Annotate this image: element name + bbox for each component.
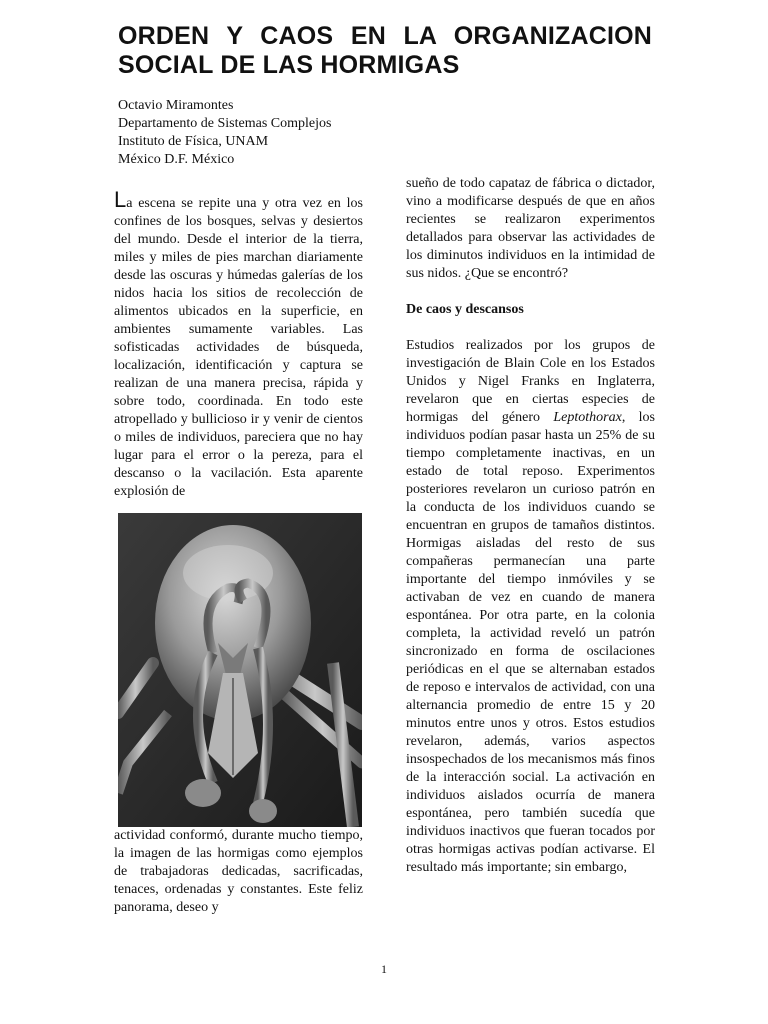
intro-paragraph [114,187,363,501]
genus-name: Leptothorax [553,410,622,425]
author-institute: Instituto de Física, UNAM [118,134,269,149]
right-paragraph-1: sueño de todo capataz de fábrica o dictador, vino a modificarse después de que en años recientes se realizaron experimentos detallados para observar las actividades de los diminutos individuos en la intimidad de sus nidos. ¿Que se encontró? [406,176,655,281]
author-name: Octavio Miramontes [118,98,234,113]
right-column [406,175,655,877]
article-title: ORDEN Y CAOS EN LA ORGANIZACION SOCIAL DE LAS HORMIGAS [118,22,652,79]
author-location: México D.F. México [118,152,235,167]
right-paragraph-2 [406,337,655,877]
continued-paragraph: actividad conformó, durante mucho tiempo, la imagen de las hormigas como ejemplos de trabajadoras dedicadas, sacrificadas, tenaces, ordenadas y constantes. Este feliz panorama, deseo y [114,828,363,915]
left-column-top [114,187,363,501]
author-department: Departamento de Sistemas Complejos [118,116,332,131]
left-column-bottom [114,827,363,917]
right-paragraph-2-start: Estudios realizados por los grupos de investigación de Blain Cole en los Estados Unidos y Nigel Franks en Inglaterra, revelaron que en ciertas especies de hormigas del género [406,338,655,425]
section-heading: De caos y descansos [406,302,524,317]
page-number: 1 [381,962,387,976]
intro-paragraph-text: a escena se repite una y otra vez en los confines de los bosques, selvas y desiertos del mundo. Desde el interior de la tierra, miles y miles de pies marchan diariamente desde las oscuras y húmedas galerías de los nidos hacia los sitios de recolección de alimentos ubicados en la superficie, en ambientes sumamente variables. Las sofisticadas actividades de búsqueda, localización, identificación y captura se realizan de una manera precisa, rápida y sobre todo, coordinada. En todo este atropellado y bullicioso ir y venir de cientos o miles de individuos, pareciera que no hay lugar para el error o la pereza, para el descanso o la vacilación. Esta aparente explosión de [114,196,363,499]
right-paragraph-2-rest: , los individuos podían pasar hasta un 25% de su tiempo completamente inactivas, en un estado de total reposo. Experimentos posteriores revelaron un curioso patrón en la conducta de los individuos cuando se encuentran en grupos de tamaños distintos. Hormigas aisladas del resto de sus compañeras permanecían una parte importante del tiempo inmóviles y se activaban de vez en cuando de manera espontánea. Por otra parte, en la colonia completa, la actividad reveló un patrón sincronizado en forma de oscilaciones periódicas en el que se alternaban estados de reposo e intervalos de actividad, con una alternancia promedio de entre 15 y 20 minutos entre unos y otros. Estos estudios revelaron, además, varios aspectos insospechados de los mecanismos más finos de la interacción social. La activación en individuos aislados ocurría de manera espontánea, pero también sucedía que individuos inactivos que fueran tocados por otras hormigas activas podían activarse. El resultado más importante; sin embargo, [406,410,656,875]
ant-head-sem-image [118,513,362,827]
drop-cap: L [114,187,127,212]
ant-head-illustration [118,513,362,827]
author-block [118,97,418,169]
